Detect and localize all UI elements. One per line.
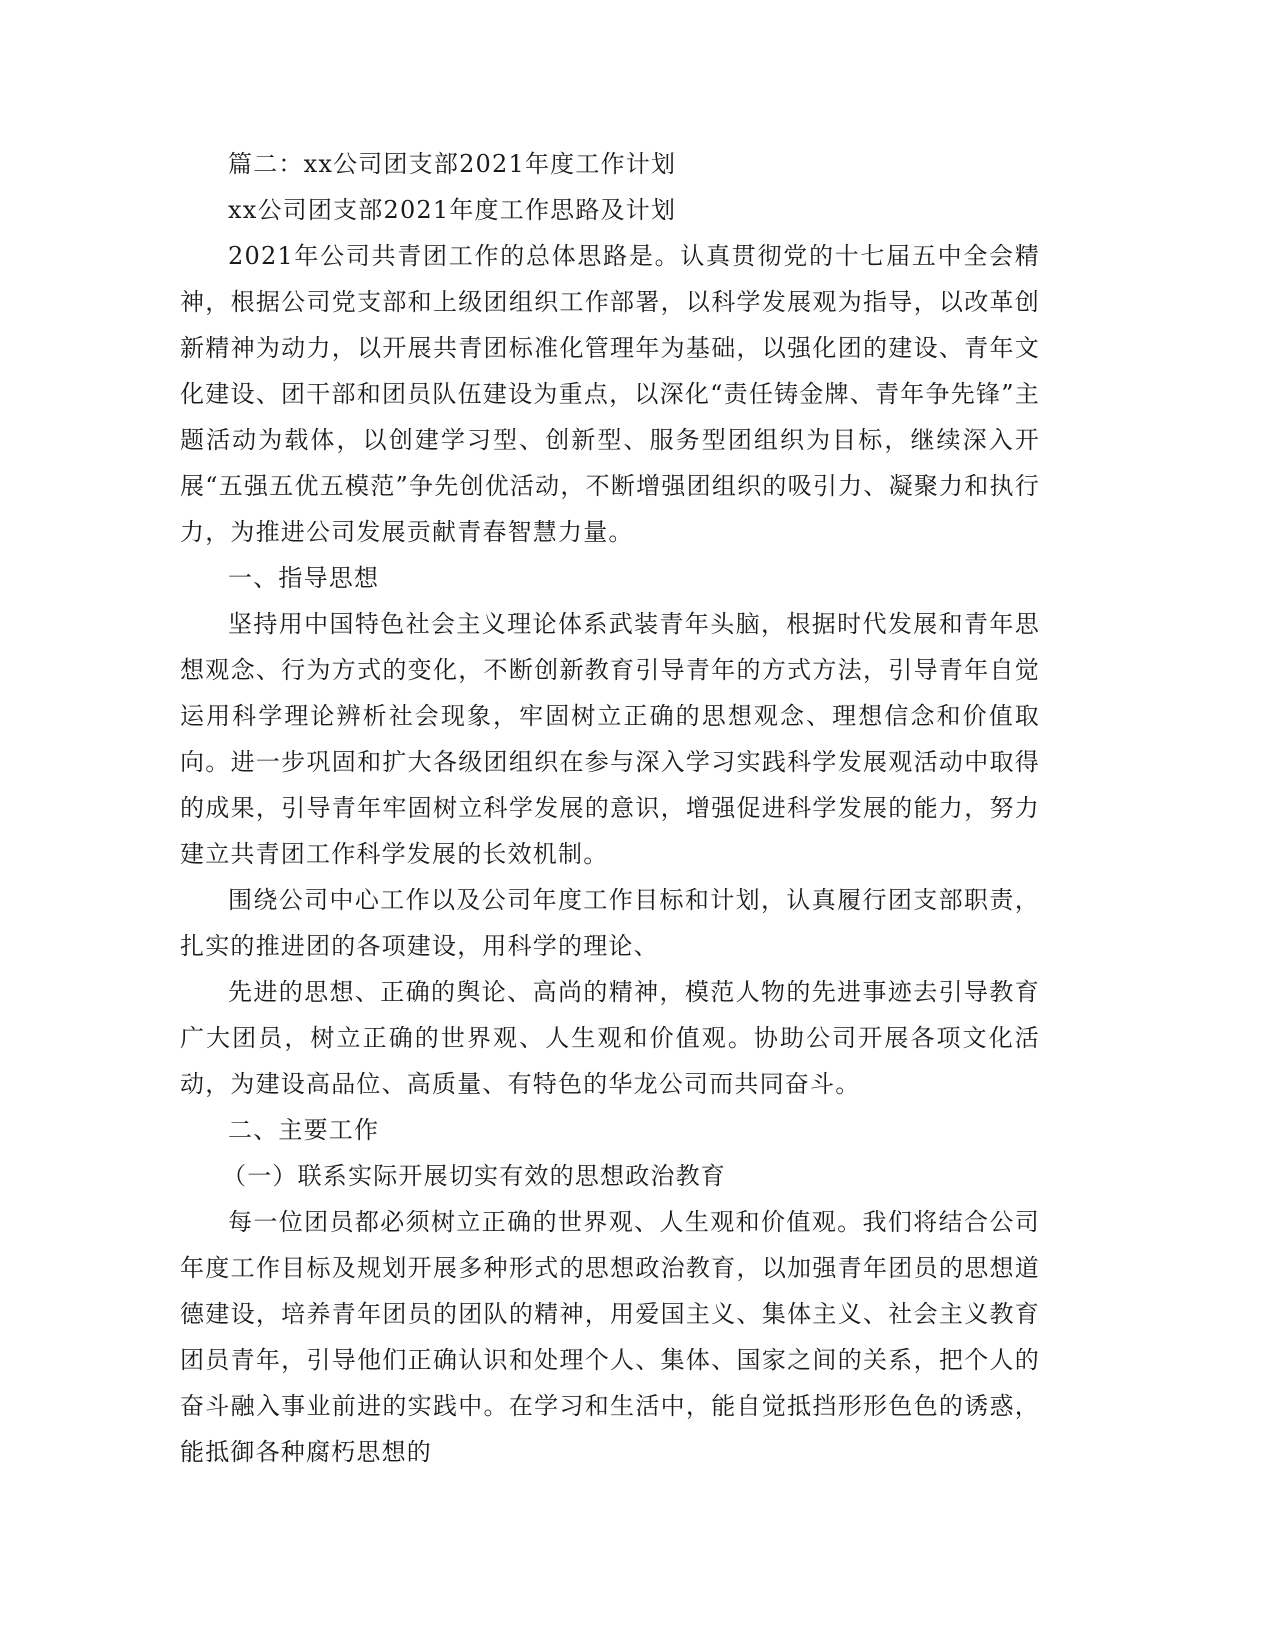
paragraph-guiding-ideology: 坚持用中国特色社会主义理论体系武装青年头脑，根据时代发展和青年思想观念、行为方式的变化，不断创新教育引导青年的方式方法，引导青年自觉运用科学理论辨析社会现象，牢固树立正确的思想观念、理想信念和价值取向。进一步巩固和扩大各级团组织在参与深入学习实践科学发展观活动中取得的成果，引导青年牢固树立科学发展的意识，增强促进科学发展的能力，努力建立共青团工作科学发展的长效机制。	[180, 610, 1040, 868]
paragraph-political-education: 每一位团员都必须树立正确的世界观、人生观和价值观。我们将结合公司年度工作目标及规划开展多种形式的思想政治教育，以加强青年团员的思想道德建设，培养青年团员的团队的精神，用爱国主义、集体主义、社会主义教育团员青年，引导他们正确认识和处理个人、集体、国家之间的关系，把个人的奋斗融入事业前进的实践中。在学习和生活中，能自觉抵挡形形色色的诱惑，能抵御各种腐朽思想的	[180, 1208, 1040, 1466]
document-body	[180, 141, 1040, 1475]
paragraph-center-work-continued: 先进的思想、正确的舆论、高尚的精神，模范人物的先进事迹去引导教育广大团员，树立正确的世界观、人生观和价值观。协助公司开展各项文化活动，为建设高品位、高质量、有特色的华龙公司而共同奋斗。	[180, 978, 1040, 1098]
paragraph-center-work: 围绕公司中心工作以及公司年度工作目标和计划，认真履行团支部职责，扎实的推进团的各项建设，用科学的理论、	[180, 886, 1040, 960]
heading-guiding-ideology: 一、指导思想	[228, 564, 380, 592]
paragraph-overview: 2021年公司共青团工作的总体思路是。认真贯彻党的十七届五中全会精神，根据公司党支部和上级团组织工作部署，以科学发展观为指导，以改革创新精神为动力，以开展共青团标准化管理年为基础，以强化团的建设、青年文化建设、团干部和团员队伍建设为重点，以深化“责任铸金牌、青年争先锋”主题活动为载体，以创建学习型、创新型、服务型团组织为目标，继续深入开展“五强五优五模范”争先创优活动，不断增强团组织的吸引力、凝聚力和执行力，为推进公司发展贡献青春智慧力量。	[180, 242, 1040, 546]
heading-main-work: 二、主要工作	[228, 1116, 380, 1144]
subheading-political-education: （一）联系实际开展切实有效的思想政治教育	[222, 1162, 726, 1190]
document-subtitle: xx公司团支部2021年度工作思路及计划	[228, 196, 677, 224]
document-title: 篇二：xx公司团支部2021年度工作计划	[228, 150, 677, 178]
